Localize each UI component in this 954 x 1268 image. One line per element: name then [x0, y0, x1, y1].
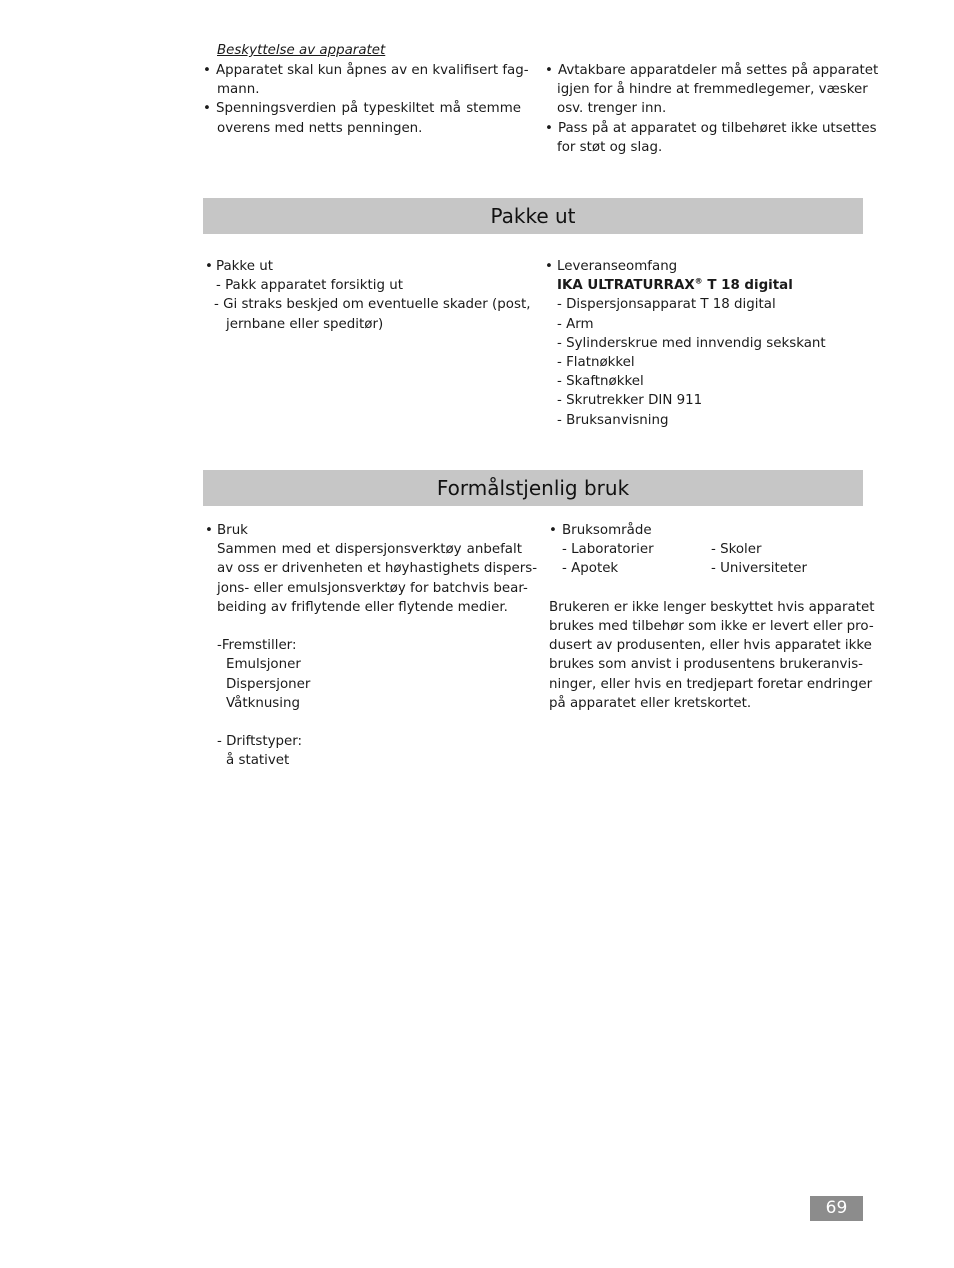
- list-item: - Skrutrekker DIN 911: [557, 393, 703, 409]
- list-item: Emulsjoner: [226, 657, 301, 673]
- list-item: - Dispersjonsapparat T 18 digital: [557, 297, 776, 313]
- list-item-heading: • Leveranseomfang: [545, 257, 863, 276]
- pakke-ut-right: [545, 257, 863, 430]
- list-item-cont: mann.: [217, 82, 260, 98]
- top-left-bullets: [203, 61, 529, 138]
- bullet-mark: •: [545, 259, 553, 274]
- list-item: • Apparatet skal kun åpnes av en kvalifisert fag-: [203, 61, 521, 80]
- paragraph-line: på apparatet eller kretskortet.: [549, 695, 752, 711]
- list-item: - Pakk apparatet forsiktig ut: [216, 278, 403, 294]
- list-item-heading: • Pakke ut: [205, 257, 525, 276]
- paragraph-line: av oss er drivenheten et høyhastighets dispers-: [217, 561, 538, 577]
- bullet-mark: •: [205, 259, 213, 274]
- list-item: Dispersjoner: [226, 676, 311, 692]
- list-item-cont: jernbane eller speditør): [226, 316, 384, 332]
- bruk-left: [205, 521, 538, 771]
- bullet-mark: •: [205, 523, 213, 538]
- list-item: - Laboratorier: [562, 542, 654, 558]
- list-item: - Sylinderskrue med innvendig sekskant: [557, 335, 826, 351]
- list-item-cont: overens med netts penningen.: [217, 120, 423, 136]
- list-item: - Universiteter: [711, 561, 807, 577]
- bullet-mark: •: [203, 101, 211, 117]
- list-item-heading: • Bruk: [205, 521, 522, 540]
- paragraph-line: dusert av produsenten, eller hvis apparatet ikke: [549, 638, 872, 654]
- driftstyper-label: - Driftstyper:: [217, 734, 303, 750]
- list-item: - Skaftnøkkel: [557, 374, 644, 390]
- bullet-mark: •: [203, 63, 211, 78]
- top-right-bullets: [545, 61, 879, 157]
- list-item-cont: osv. trenger inn.: [557, 101, 667, 117]
- bullet-mark: •: [545, 63, 553, 78]
- product-name: IKA ULTRATURRAX® T 18 digital: [557, 276, 793, 294]
- bruk-right: [549, 521, 875, 713]
- list-item: • Pass på at apparatet og tilbehøret ikke utsettes: [545, 119, 863, 138]
- section-title-pakke-ut: Pakke ut: [203, 198, 863, 234]
- page-number: 69: [810, 1196, 863, 1221]
- paragraph-line: Sammen med et dispersjonsverktøy anbefalt: [217, 542, 522, 558]
- bullet-mark: •: [549, 523, 557, 538]
- section-title-formalstjenlig-bruk: Formålstjenlig bruk: [203, 470, 863, 506]
- paragraph-line: ninger, eller hvis en tredjepart foretar endringer: [549, 676, 873, 692]
- fremstiller-label: -Fremstiller:: [217, 638, 297, 654]
- subheading-protection: Beskyttelse av apparatet: [217, 43, 386, 58]
- paragraph-line: brukes som anvist i produsentens brukeranvis-: [549, 657, 863, 673]
- list-item: - Bruksanvisning: [557, 412, 669, 428]
- list-item: - Flatnøkkel: [557, 355, 635, 371]
- list-item: • Spenningsverdien på typeskiltet må stemme: [203, 99, 521, 118]
- list-item: - Skoler: [711, 542, 762, 558]
- pakke-ut-left: [205, 257, 531, 334]
- list-item: å stativet: [226, 753, 290, 769]
- bullet-mark: •: [545, 120, 553, 136]
- list-item-cont: for støt og slag.: [557, 139, 663, 155]
- paragraph-line: Brukeren er ikke lenger beskyttet hvis apparatet: [549, 599, 875, 615]
- list-item: - Arm: [557, 316, 594, 332]
- list-item-cont: igjen for å hindre at fremmedlegemer, væsker: [557, 82, 868, 98]
- paragraph-line: jons- eller emulsjonsverktøy for batchvis bear-: [217, 580, 528, 596]
- paragraph-line: beiding av friflytende eller flytende medier.: [217, 599, 508, 615]
- list-item-heading: • Bruksområde: [549, 521, 863, 540]
- list-item: - Apotek: [562, 561, 619, 577]
- list-item: • Avtakbare apparatdeler må settes på apparatet: [545, 61, 863, 80]
- area-row: [549, 559, 863, 578]
- area-row: [549, 540, 863, 559]
- list-item: Våtknusing: [226, 695, 300, 711]
- paragraph-line: brukes med tilbehør som ikke er levert eller pro-: [549, 618, 874, 634]
- list-item: - Gi straks beskjed om eventuelle skader (post,: [214, 297, 531, 313]
